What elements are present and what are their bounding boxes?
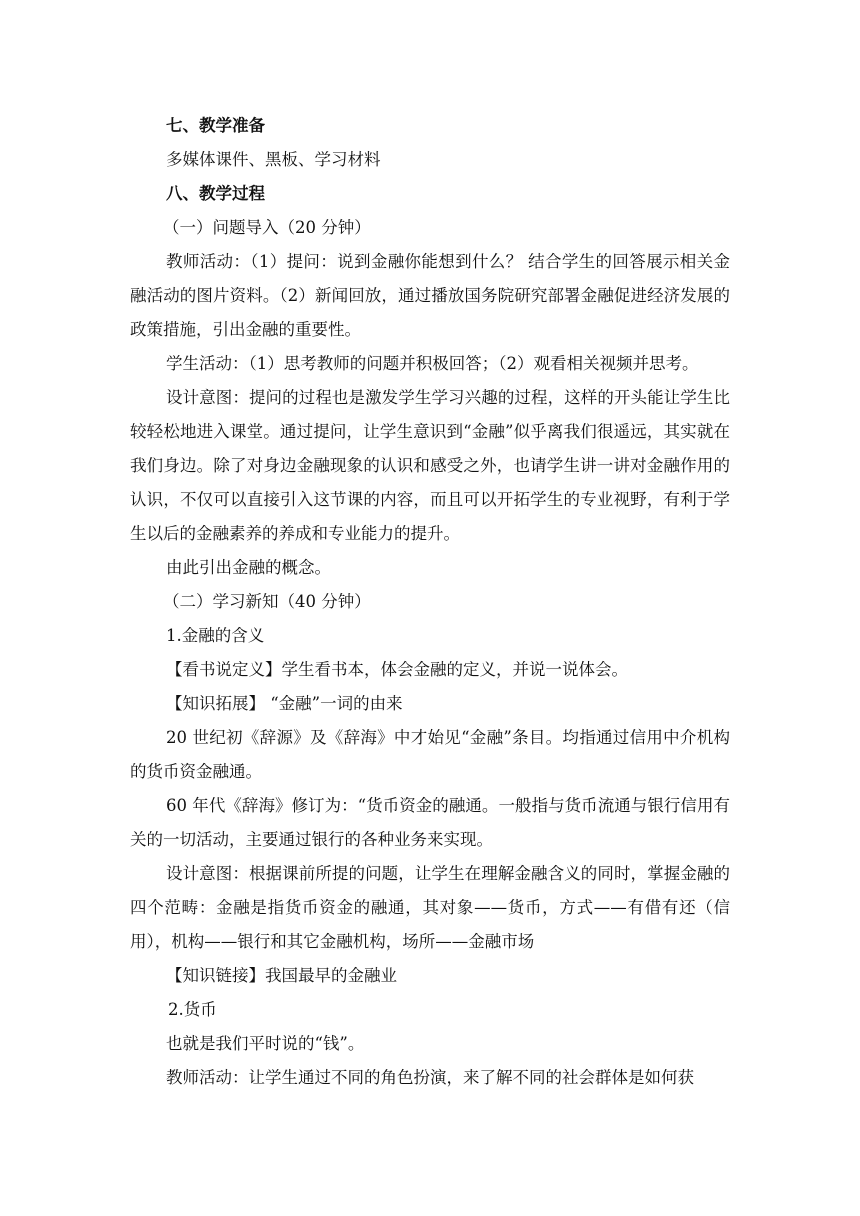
origin-paragraph-2: 60 年代《辞海》修订为：“货币资金的融通。一般指与货币流通与银行信用有关的一切活动，主要通过银行的各种业务来实现。	[130, 796, 730, 849]
section-8-heading: 八、教学过程	[166, 184, 265, 203]
lead-in-paragraph: 由此引出金融的概念。	[166, 558, 331, 577]
item-2-title: 2.货币	[168, 1000, 217, 1019]
item-1-title: 1.金融的含义	[166, 626, 265, 645]
read-and-define-paragraph: 【看书说定义】学生看书本，体会金融的定义，并说一说体会。	[166, 660, 628, 679]
teacher-activity-1: 教师活动：（1）提问：说到金融你能想到什么？ 结合学生的回答展示相关金融活动的图片资料。（2）新闻回放，通过播放国务院研究部署金融促进经济发展的政策措施，引出金融的重要性。	[130, 252, 730, 339]
knowledge-extension-heading: 【知识拓展】 “金融”一词的由来	[166, 694, 403, 713]
part-1-title: （一）问题导入（20 分钟）	[163, 218, 371, 237]
teacher-activity-2: 教师活动：让学生通过不同的角色扮演，来了解不同的社会群体是如何获	[166, 1068, 694, 1087]
student-activity-1: 学生活动：（1）思考教师的问题并积极回答；（2）观看相关视频并思考。	[166, 354, 699, 373]
origin-paragraph-1: 20 世纪初《辞源》及《辞海》中才始见“金融”条目。均指通过信用中介机构的货币资金融通。	[130, 728, 730, 781]
section-7-body: 多媒体课件、黑板、学习材料	[166, 150, 381, 169]
document-body	[130, 109, 730, 1095]
part-2-title: （二）学习新知（40 分钟）	[163, 592, 371, 611]
section-7-heading: 七、教学准备	[166, 116, 265, 135]
money-paragraph: 也就是我们平时说的“钱”。	[166, 1034, 365, 1053]
design-intent-1: 设计意图：提问的过程也是激发学生学习兴趣的过程，这样的开头能让学生比较轻松地进入课堂。通过提问，让学生意识到“金融”似乎离我们很遥远，其实就在我们身边。除了对身边金融现象的认识和感受之外，也请学生讲一讲对金融作用的认识，不仅可以直接引入这节课的内容，而且可以开拓学生的专业视野，有利于学生以后的金融素养的养成和专业能力的提升。	[130, 388, 730, 543]
knowledge-link-heading: 【知识链接】我国最早的金融业	[166, 966, 397, 985]
design-intent-2: 设计意图：根据课前所提的问题，让学生在理解金融含义的同时，掌握金融的四个范畴：金融是指货币资金的融通，其对象——货币，方式——有借有还（信用），机构——银行和其它金融机构，场所——金融市场	[130, 864, 730, 951]
